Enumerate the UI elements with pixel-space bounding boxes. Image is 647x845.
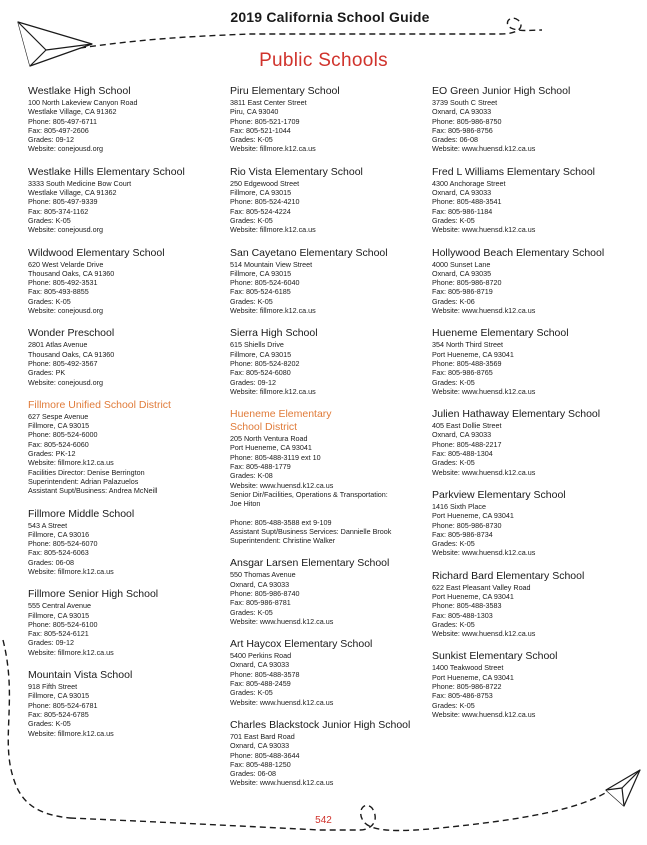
school-detail-line: Website: www.huensd.k12.ca.us — [432, 629, 536, 639]
school-detail-line: Fax: 805-986-1184 — [432, 206, 493, 216]
school-detail-line: Grades: K-05 — [28, 215, 71, 225]
school-detail-line: Website: fillmore.k12.ca.us — [28, 458, 114, 468]
school-name: EO Green Junior High School — [432, 85, 571, 97]
school-detail-line: 622 East Pleasant Valley Road — [432, 582, 531, 592]
district-name-line: Hueneme Elementary — [230, 408, 332, 421]
school-detail-line: Grades: K-05 — [230, 607, 273, 617]
school-detail-line: Port Hueneme, CA 93041 — [432, 672, 514, 682]
school-detail-line: Fax: 805-524-6121 — [28, 629, 89, 639]
school-entry — [432, 247, 630, 316]
school-detail-line: Grades: K-05 — [28, 719, 71, 729]
school-detail-line: 918 Fifth Street — [28, 682, 78, 692]
paper-plane-icon — [606, 770, 640, 806]
school-detail-line: Grades: K-05 — [432, 619, 475, 629]
school-detail-line: Fax: 805-497-2606 — [28, 125, 89, 135]
school-detail-line: 4000 Sunset Lane — [432, 259, 491, 269]
school-detail-line: Fax: 805-524-6185 — [230, 287, 291, 297]
school-entry — [432, 570, 630, 639]
school-detail-line: Phone: 805-524-6000 — [28, 430, 98, 440]
school-name: Hueneme Elementary School — [432, 327, 569, 340]
school-name: Sunkist Elementary School — [432, 650, 558, 663]
school-entry — [28, 588, 226, 657]
school-entry — [230, 638, 428, 707]
school-detail-line: Grades: 06-08 — [432, 135, 478, 145]
school-detail-line: Grades: K-05 — [432, 539, 475, 549]
school-column-2 — [230, 85, 428, 800]
school-name: Fred L Williams Elementary School — [432, 165, 595, 178]
school-detail-line: Phone: 805-488-3588 ext 9-109 — [230, 517, 332, 527]
school-detail-line: Phone: 805-524-6040 — [230, 278, 300, 288]
school-detail-line: 615 Shiells Drive — [230, 340, 284, 350]
school-detail-line: Oxnard, CA 93033 — [230, 660, 290, 670]
school-detail-line: Port Hueneme, CA 93041 — [432, 349, 514, 359]
school-detail-line: Westlake Village, CA 91362 — [28, 107, 117, 117]
school-name: Hollywood Beach Elementary School — [432, 246, 605, 259]
school-detail-line: Website: conejousd.org — [28, 306, 103, 316]
school-detail-line: Grades: K-05 — [230, 135, 273, 145]
school-detail-line: Oxnard, CA 93033 — [432, 107, 492, 117]
school-detail-line: Phone: 805-986-8730 — [432, 520, 502, 530]
school-detail-line: Website: fillmore.k12.ca.us — [28, 647, 114, 657]
school-name: Parkview Elementary School — [432, 488, 566, 501]
school-name: Fillmore Senior High School — [28, 588, 159, 601]
school-detail-line: Grades: PK-12 — [28, 449, 76, 459]
school-detail-line: Fax: 805-524-6063 — [28, 548, 89, 558]
school-detail-line: Phone: 805-524-8202 — [230, 358, 300, 368]
school-detail-line: Phone: 805-488-2217 — [432, 439, 502, 449]
school-detail-line: Phone: 805-986-8720 — [432, 278, 502, 288]
district-entry — [230, 408, 428, 545]
school-detail-line: Phone: 805-524-4210 — [230, 197, 300, 207]
school-detail-line: 354 North Third Street — [432, 340, 503, 350]
school-detail-line: Website: www.huensd.k12.ca.us — [432, 386, 536, 396]
school-detail-line: 1416 Sixth Place — [432, 501, 486, 511]
school-detail-line: Grades: K-05 — [230, 688, 273, 698]
school-detail-line: Phone: 805-524-6070 — [28, 539, 98, 549]
school-detail-line: Website: www.huensd.k12.ca.us — [432, 225, 536, 235]
school-detail-line: Website: fillmore.k12.ca.us — [230, 225, 316, 235]
guide-title: 2019 California School Guide — [230, 9, 430, 25]
school-detail-line: Fillmore, CA 93015 — [230, 349, 292, 359]
school-detail-line: 205 North Ventura Road — [230, 434, 308, 444]
school-detail-line: Fax: 805-374-1162 — [28, 206, 89, 216]
school-detail-line: Grades: K-05 — [28, 296, 71, 306]
school-detail-line: Grades: K-05 — [432, 377, 475, 387]
school-entry — [28, 85, 226, 154]
school-detail-line: Grades: 09-12 — [28, 638, 74, 648]
school-name: San Cayetano Elementary School — [230, 246, 388, 259]
spacer — [230, 509, 428, 518]
school-detail-line: Phone: 805-488-3569 — [432, 358, 502, 368]
school-detail-line: Oxnard, CA 93035 — [432, 268, 492, 278]
school-detail-line: Fax: 805-488-1303 — [432, 610, 493, 620]
school-entry — [432, 85, 630, 154]
school-detail-line: Fax: 805-521-1044 — [230, 125, 291, 135]
school-detail-line: 555 Central Avenue — [28, 601, 92, 611]
school-detail-line: Grades: K-08 — [230, 471, 273, 481]
school-detail-line: Phone: 805-497-6711 — [28, 116, 98, 126]
school-detail-line: Phone: 805-986-8722 — [432, 682, 502, 692]
school-detail-line: Fax: 805-986-8734 — [432, 529, 493, 539]
school-detail-line: Port Hueneme, CA 93041 — [230, 443, 312, 453]
school-detail-line: Website: www.huensd.k12.ca.us — [432, 709, 536, 719]
school-detail-line: Fax: 805-524-6080 — [230, 368, 291, 378]
school-detail-line: 627 Sespe Avenue — [28, 411, 89, 421]
school-name: Wildwood Elementary School — [28, 246, 165, 259]
school-name: Richard Bard Elementary School — [432, 569, 585, 582]
school-entry — [28, 247, 226, 316]
school-detail-line: 4300 Anchorage Street — [432, 178, 506, 188]
school-name: Mountain Vista School — [28, 669, 133, 682]
school-entry — [432, 489, 630, 558]
school-detail-line: Grades: K-05 — [230, 215, 273, 225]
school-detail-line: 100 North Lakeview Canyon Road — [28, 98, 138, 107]
district-entry — [28, 399, 226, 496]
school-detail-line: Grades: 09-12 — [230, 377, 276, 387]
school-detail-line: Westlake Village, CA 91362 — [28, 188, 117, 198]
school-entry — [28, 327, 226, 386]
school-detail-line: Grades: 09-12 — [28, 135, 74, 145]
school-detail-line: Joe Hiton — [230, 499, 261, 509]
school-entry — [230, 166, 428, 235]
school-detail-line: Port Hueneme, CA 93041 — [432, 511, 514, 521]
school-name: Art Haycox Elementary School — [230, 638, 373, 651]
school-detail-line: Oxnard, CA 93033 — [432, 430, 492, 440]
school-name: Sierra High School — [230, 327, 318, 340]
school-detail-line: Fax: 805-524-6785 — [28, 709, 89, 719]
school-detail-line: Fax: 805-493-8855 — [28, 287, 89, 297]
school-detail-line: Fax: 805-524-6060 — [28, 439, 89, 449]
school-detail-line: Thousand Oaks, CA 91360 — [28, 349, 115, 359]
district-name-line: School District — [230, 421, 298, 434]
school-detail-line: Fax: 805-986-8765 — [432, 368, 493, 378]
school-detail-line: 550 Thomas Avenue — [230, 570, 296, 580]
school-detail-line: 3739 South C Street — [432, 98, 498, 107]
school-detail-line: Fillmore, CA 93016 — [28, 529, 90, 539]
school-detail-line: Phone: 805-488-3119 ext 10 — [230, 452, 321, 462]
school-detail-line: Superintendent: Christine Walker — [230, 536, 336, 546]
school-detail-line: Piru, CA 93040 — [230, 107, 279, 117]
school-detail-line: Website: fillmore.k12.ca.us — [230, 306, 316, 316]
school-detail-line: Assistant Supt/Business Services: Dannielle Brook — [230, 526, 392, 536]
school-detail-line: Website: conejousd.org — [28, 377, 103, 387]
school-name: Westlake High School — [28, 85, 131, 97]
school-detail-line: Fax: 805-488-1779 — [230, 462, 291, 472]
school-detail-line: 5400 Perkins Road — [230, 651, 292, 661]
school-detail-line: Website: fillmore.k12.ca.us — [28, 728, 114, 738]
school-detail-line: Grades: K-05 — [432, 458, 475, 468]
school-entry — [28, 669, 226, 738]
school-detail-line: Senior Dir/Facilities, Operations & Transportation: — [230, 489, 388, 499]
school-detail-line: Port Hueneme, CA 93041 — [432, 591, 514, 601]
school-detail-line: Fax: 805-486-8753 — [432, 691, 493, 701]
school-detail-line: Grades: K-06 — [432, 296, 475, 306]
school-detail-line: Website: www.huensd.k12.ca.us — [432, 144, 536, 154]
school-detail-line: Phone: 805-986-8750 — [432, 116, 502, 126]
school-detail-line: Fax: 805-986-8719 — [432, 287, 493, 297]
school-detail-line: Grades: K-05 — [230, 296, 273, 306]
school-detail-line: Website: conejousd.org — [28, 225, 103, 235]
school-detail-line: 514 Mountain View Street — [230, 259, 313, 269]
school-detail-line: Website: www.huensd.k12.ca.us — [432, 306, 536, 316]
school-entry — [28, 508, 226, 577]
school-column-1 — [28, 85, 226, 750]
school-detail-line: Phone: 805-524-6100 — [28, 619, 98, 629]
school-detail-line: 2801 Atlas Avenue — [28, 340, 88, 350]
school-name: Ansgar Larsen Elementary School — [230, 557, 390, 570]
school-detail-line: Superintendent: Adrian Palazuelos — [28, 476, 139, 486]
school-detail-line: 405 East Dollie Street — [432, 421, 502, 431]
school-detail-line: Fax: 805-986-8756 — [432, 125, 493, 135]
school-detail-line: Thousand Oaks, CA 91360 — [28, 268, 115, 278]
school-detail-line: Fillmore, CA 93015 — [28, 421, 90, 431]
school-detail-line: Phone: 805-521-1709 — [230, 116, 300, 126]
school-detail-line: Grades: 06-08 — [28, 557, 74, 567]
school-name: Fillmore Middle School — [28, 507, 135, 520]
school-detail-line: Website: www.huensd.k12.ca.us — [230, 697, 334, 707]
school-detail-line: 620 West Velarde Drive — [28, 259, 104, 269]
page-number: 542 — [315, 815, 332, 826]
school-detail-line: Grades: 06-08 — [230, 769, 276, 779]
school-entry — [230, 719, 428, 788]
school-detail-line: 250 Edgewood Street — [230, 178, 300, 188]
school-detail-line: Fax: 805-524-4224 — [230, 206, 291, 216]
school-detail-line: Phone: 805-492-3567 — [28, 358, 98, 368]
school-detail-line: Website: www.huensd.k12.ca.us — [230, 480, 334, 490]
school-name: Rio Vista Elementary School — [230, 165, 363, 178]
school-detail-line: Fax: 805-488-1250 — [230, 759, 291, 769]
school-detail-line: Phone: 805-488-3541 — [432, 197, 502, 207]
school-detail-line: Phone: 805-497-9339 — [28, 197, 98, 207]
school-name: Piru Elementary School — [230, 85, 340, 97]
school-detail-line: Fillmore, CA 93015 — [230, 188, 292, 198]
school-detail-line: Website: fillmore.k12.ca.us — [230, 144, 316, 154]
school-detail-line: Grades: K-05 — [432, 215, 475, 225]
school-detail-line: 1400 Teakwood Street — [432, 663, 504, 673]
school-detail-line: 3811 East Center Street — [230, 98, 307, 107]
school-detail-line: Oxnard, CA 93033 — [432, 188, 492, 198]
school-detail-line: 543 A Street — [28, 520, 68, 530]
school-detail-line: Fillmore, CA 93015 — [28, 610, 90, 620]
school-detail-line: Phone: 805-986-8740 — [230, 588, 300, 598]
school-detail-line: Fillmore, CA 93015 — [28, 691, 90, 701]
school-detail-line: Oxnard, CA 93033 — [230, 579, 290, 589]
school-name: Westlake Hills Elementary School — [28, 165, 185, 178]
school-detail-line: Website: fillmore.k12.ca.us — [230, 386, 316, 396]
school-entry — [230, 557, 428, 626]
school-detail-line: Fax: 805-986-8781 — [230, 598, 291, 608]
school-detail-line: 3333 South Medicine Bow Court — [28, 178, 132, 188]
section-title: Public Schools — [259, 50, 388, 71]
school-entry — [432, 166, 630, 235]
school-entry — [28, 166, 226, 235]
school-name: Julien Hathaway Elementary School — [432, 408, 601, 421]
school-detail-line: Phone: 805-492-3531 — [28, 278, 98, 288]
school-detail-line: Facilities Director: Denise Berrington — [28, 467, 145, 477]
school-detail-line: Assistant Supt/Business: Andrea McNeill — [28, 486, 158, 496]
school-detail-line: Fax: 805-488-1304 — [432, 449, 493, 459]
school-entry — [230, 85, 428, 154]
school-detail-line: Oxnard, CA 93033 — [230, 741, 290, 751]
school-entry — [432, 327, 630, 396]
district-name: Fillmore Unified School District — [28, 398, 171, 411]
school-detail-line: Grades: PK — [28, 368, 66, 378]
school-name: Wonder Preschool — [28, 327, 115, 340]
school-detail-line: Fillmore, CA 93015 — [230, 268, 292, 278]
school-name: Charles Blackstock Junior High School — [230, 718, 411, 731]
school-detail-line: Phone: 805-488-3583 — [432, 601, 502, 611]
school-detail-line: Website: fillmore.k12.ca.us — [28, 566, 114, 576]
school-entry — [230, 327, 428, 396]
school-entry — [432, 650, 630, 719]
school-detail-line: Phone: 805-524-6781 — [28, 700, 98, 710]
school-detail-line: Phone: 805-488-3578 — [230, 669, 300, 679]
school-column-3 — [432, 85, 630, 731]
school-detail-line: Website: www.huensd.k12.ca.us — [230, 616, 334, 626]
school-detail-line: Fax: 805-488-2459 — [230, 679, 291, 689]
school-entry — [230, 247, 428, 316]
school-detail-line: Phone: 805-488-3644 — [230, 750, 300, 760]
school-detail-line: Grades: K-05 — [432, 700, 475, 710]
school-entry — [432, 408, 630, 477]
school-detail-line: Website: www.huensd.k12.ca.us — [230, 778, 334, 788]
school-detail-line: Website: conejousd.org — [28, 144, 103, 154]
school-detail-line: Website: www.huensd.k12.ca.us — [432, 467, 536, 477]
school-detail-line: 701 East Bard Road — [230, 731, 295, 741]
school-detail-line: Website: www.huensd.k12.ca.us — [432, 548, 536, 558]
